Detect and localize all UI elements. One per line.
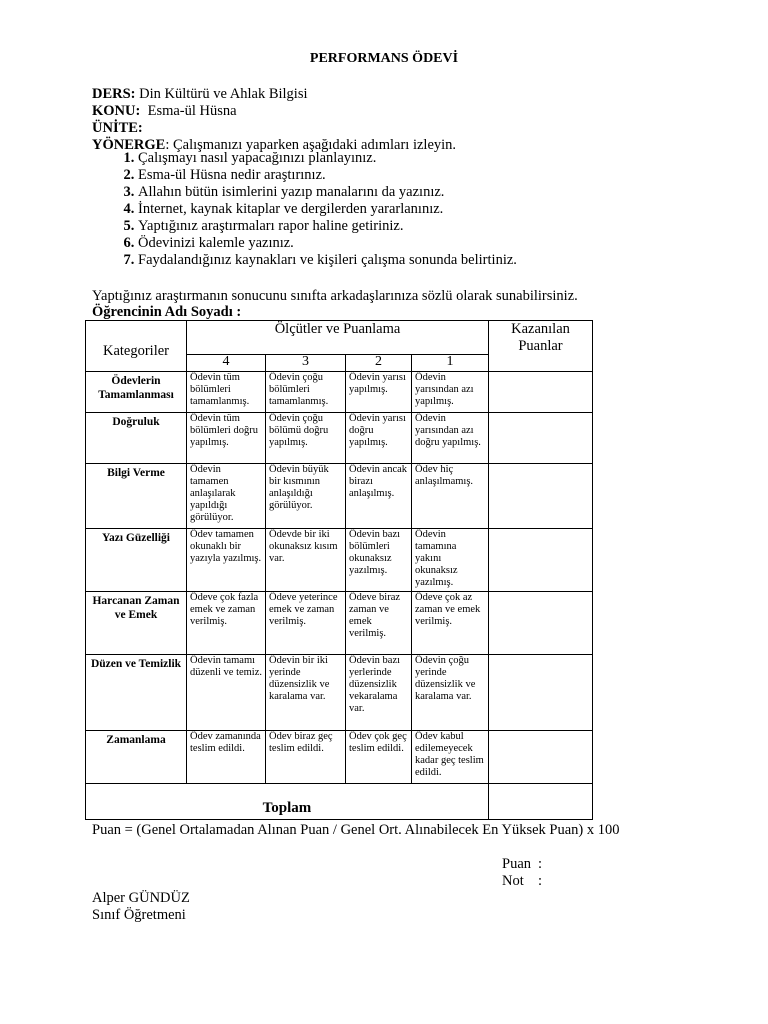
- earned-points-cell[interactable]: [489, 529, 593, 592]
- step-text: Ödevinizi kalemle yazınız.: [138, 235, 294, 251]
- table-row: [86, 592, 593, 655]
- category-cell: Harcanan Zaman ve Emek: [86, 592, 187, 655]
- unite-label: ÜNİTE:: [92, 120, 143, 136]
- criteria-cell: Ödevde bir iki okunaksız kısım var.: [266, 529, 346, 592]
- table-row: [86, 655, 593, 731]
- puan-label: Puan: [502, 856, 531, 872]
- earned-points-cell[interactable]: [489, 731, 593, 784]
- step-text: Yaptığınız araştırmaları rapor haline getiriniz.: [138, 218, 404, 234]
- earned-points-cell[interactable]: [489, 464, 593, 529]
- criteria-cell: Ödevin tamamı düzenli ve temiz.: [187, 655, 266, 731]
- criteria-cell: Ödev çok geç teslim edildi.: [346, 731, 412, 784]
- score-1-header: 1: [412, 355, 489, 372]
- criteria-cell: Ödevin yarısından azı doğru yapılmış.: [412, 413, 489, 464]
- criteria-cell: Ödevin tamamen anlaşılarak yapıldığı görülüyor.: [187, 464, 266, 529]
- yonerge-label: YÖNERGE: [92, 137, 166, 153]
- criteria-cell: Ödevin çoğu yerinde düzensizlik ve karalama var.: [412, 655, 489, 731]
- category-cell: Zamanlama: [86, 731, 187, 784]
- table-row: [86, 529, 593, 592]
- total-points-cell[interactable]: [489, 784, 593, 820]
- step-item: [138, 252, 517, 269]
- criteria-cell: Ödeve biraz zaman ve emek verilmiş.: [346, 592, 412, 655]
- konu-line: [92, 103, 237, 120]
- score-box: [502, 856, 542, 890]
- step-text: Faydalandığınız kaynakları ve kişileri çalışma sonunda belirtiniz.: [138, 252, 517, 268]
- student-name-label: Öğrencinin Adı Soyadı :: [92, 304, 242, 320]
- criteria-cell: Ödev zamanında teslim edildi.: [187, 731, 266, 784]
- step-item: [138, 167, 517, 184]
- yonerge-value: : Çalışmanızı yaparken aşağıdaki adımları izleyin.: [165, 137, 457, 153]
- category-cell: Yazı Güzelliği: [86, 529, 187, 592]
- table-row: [86, 731, 593, 784]
- table-row: [86, 413, 593, 464]
- not-colon: :: [538, 873, 543, 889]
- category-cell: Bilgi Verme: [86, 464, 187, 529]
- earned-points-cell[interactable]: [489, 413, 593, 464]
- score-4-header: 4: [187, 355, 266, 372]
- rubric-table: [85, 320, 593, 820]
- teacher-name: Alper GÜNDÜZ: [92, 890, 190, 906]
- not-label: Not: [502, 873, 524, 889]
- criteria-cell: Ödev hiç anlaşılmamış.: [412, 464, 489, 529]
- teacher-title: Sınıf Öğretmeni: [92, 907, 186, 923]
- step-item: [138, 184, 517, 201]
- criteria-cell: Ödeve çok az zaman ve emek verilmiş.: [412, 592, 489, 655]
- score-formula: Puan = (Genel Ortalamadan Alınan Puan / Genel Ort. Alınabilecek En Yüksek Puan) x 100: [92, 822, 620, 838]
- criteria-cell: Ödevin tamamına yakını okunaksız yazılmış.: [412, 529, 489, 592]
- ders-value: Din Kültürü ve Ahlak Bilgisi: [135, 86, 308, 102]
- konu-value: Esma-ül Hüsna: [140, 103, 237, 119]
- criteria-cell: Ödevin tüm bölümleri tamamlanmış.: [187, 372, 266, 413]
- puan-colon: :: [538, 856, 543, 872]
- instruction-steps: [92, 150, 517, 269]
- criteria-cell: Ödev biraz geç teslim edildi.: [266, 731, 346, 784]
- categories-header: Kategoriler: [86, 321, 187, 372]
- ders-label: DERS:: [92, 86, 136, 102]
- category-cell: Düzen ve Temizlik: [86, 655, 187, 731]
- step-item: [138, 150, 517, 167]
- earned-points-cell[interactable]: [489, 372, 593, 413]
- step-item: [138, 218, 517, 235]
- konu-label: KONU:: [92, 103, 141, 119]
- criteria-cell: Ödeve yeterince emek ve zaman verilmiş.: [266, 592, 346, 655]
- step-text: Esma-ül Hüsna nedir araştırınız.: [138, 167, 326, 183]
- document-title: PERFORMANS ÖDEVİ: [309, 51, 459, 66]
- step-text: İnternet, kaynak kitaplar ve dergilerden yararlanınız.: [138, 201, 444, 217]
- criteria-cell: Ödeve çok fazla emek ve zaman verilmiş.: [187, 592, 266, 655]
- criteria-cell: Ödevin ancak birazı anlaşılmış.: [346, 464, 412, 529]
- score-3-header: 3: [266, 355, 346, 372]
- earned-points-cell[interactable]: [489, 655, 593, 731]
- criteria-cell: Ödevin bazı bölümleri okunaksız yazılmış.: [346, 529, 412, 592]
- criteria-cell: Ödevin bazı yerlerinde düzensizlik vekaralama var.: [346, 655, 412, 731]
- criteria-cell: Ödev kabul edilemeyecek kadar geç teslim edildi.: [412, 731, 489, 784]
- criteria-cell: Ödevin bir iki yerinde düzensizlik ve karalama var.: [266, 655, 346, 731]
- criteria-cell: Ödevin çoğu bölümü doğru yapılmış.: [266, 413, 346, 464]
- total-row: [86, 784, 593, 820]
- earned-points-cell[interactable]: [489, 592, 593, 655]
- table-row: [86, 464, 593, 529]
- category-cell: Ödevlerin Tamamlanması: [86, 372, 187, 413]
- puan-row: [502, 856, 542, 873]
- unite-line: [92, 120, 143, 137]
- presentation-note: Yaptığınız araştırmanın sonucunu sınıfta arkadaşlarınıza sözlü olarak sunabilirsiniz.: [92, 288, 578, 304]
- criteria-cell: Ödev tamamen okunaklı bir yazıyla yazılmış.: [187, 529, 266, 592]
- criteria-cell: Ödevin çoğu bölümleri tamamlanmış.: [266, 372, 346, 413]
- criteria-header: Ölçütler ve Puanlama: [187, 321, 489, 355]
- score-2-header: 2: [346, 355, 412, 372]
- criteria-cell: Ödevin yarısı doğru yapılmış.: [346, 413, 412, 464]
- not-row: [502, 873, 542, 890]
- step-text: Çalışmayı nasıl yapacağınızı planlayınız.: [138, 150, 377, 166]
- earned-points-header: Kazanılan Puanlar: [489, 321, 593, 372]
- criteria-cell: Ödevin yarısı yapılmış.: [346, 372, 412, 413]
- step-item: [138, 201, 517, 218]
- total-label: Toplam: [86, 784, 489, 820]
- criteria-cell: Ödevin yarısından azı yapılmış.: [412, 372, 489, 413]
- criteria-cell: Ödevin büyük bir kısmının anlaşıldığı görülüyor.: [266, 464, 346, 529]
- criteria-cell: Ödevin tüm bölümleri doğru yapılmış.: [187, 413, 266, 464]
- step-item: [138, 235, 517, 252]
- table-row: [86, 372, 593, 413]
- step-text: Allahın bütün isimlerini yazıp manalarını da yazınız.: [138, 184, 445, 200]
- category-cell: Doğruluk: [86, 413, 187, 464]
- ders-line: [92, 86, 308, 103]
